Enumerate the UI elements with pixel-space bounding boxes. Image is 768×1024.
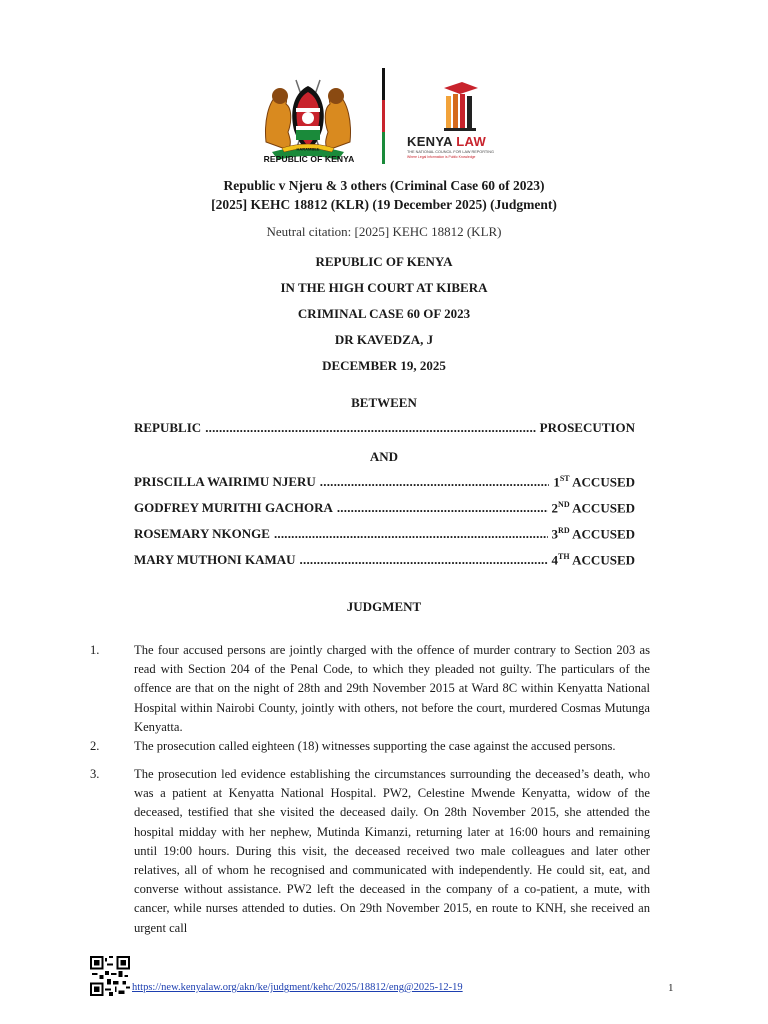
party-prosecution xyxy=(134,420,635,436)
judgment-url-link[interactable]: https://new.kenyalaw.org/akn/ke/judgment/kehc/2025/18812/eng@2025-12-19 xyxy=(132,982,463,993)
harambee-motto: HARAMBEE xyxy=(296,146,320,152)
paragraph-number: 2. xyxy=(90,739,100,753)
page-number: 1 xyxy=(668,982,674,994)
accused-number: 1 xyxy=(553,474,560,490)
case-number: CRIMINAL CASE 60 OF 2023 xyxy=(297,306,471,321)
ordinal-suffix: RD xyxy=(558,526,570,535)
accused-number: 4 xyxy=(551,552,559,568)
paragraph-text: The prosecution led evidence establishing the circumstances surrounding the deceased’s death, who was a patient at Kenyatta National Hospital. PW2, Celestine Mwende Kenyatta, widow of the deceased, testified that she visited the deceased daily. On 28th November 2015, she attended the hospital midday with her nephew, Mutinda Kimanzi, returning later at 16:00 hours and remaining until 19:00 hours. During this visit, the deceased received two male colleagues and later other relatives, all of whom he recognised and communicated with independently. He could sit, eat, and converse without assistance. PW2 left the deceased in the company of a co-patient, a mute, with cancer, while nurses attended to duties. On 29th November 2015, en route to KNH, she received an urgent call xyxy=(134,767,650,935)
kenya-law-subtitle: THE NATIONAL COUNCIL FOR LAW REPORTING xyxy=(407,150,494,154)
qr-code-icon xyxy=(90,956,130,996)
ordinal-suffix: TH xyxy=(558,552,570,561)
case-citation: [2025] KEHC 18812 (KLR) (19 December 2025) (Judgment) xyxy=(211,197,557,212)
accused-number: 3 xyxy=(551,526,559,542)
party-role: ACCUSED xyxy=(572,552,635,568)
judgment-date: DECEMBER 19, 2025 xyxy=(322,358,446,373)
kenya-law-wordmark xyxy=(407,134,517,159)
leader-dots xyxy=(320,474,550,490)
party-name: MARY MUTHONI KAMAU xyxy=(134,552,296,568)
party-role: PROSECUTION xyxy=(539,420,635,435)
party-name: GODFREY MURITHI GACHORA xyxy=(134,500,333,516)
paragraph-2 xyxy=(90,737,650,756)
party-name: PRISCILLA WAIRIMU NJERU xyxy=(134,474,316,490)
accused-number: 2 xyxy=(551,500,559,516)
party-name: ROSEMARY NKONGE xyxy=(134,526,270,542)
paragraph-number: 1. xyxy=(90,643,100,657)
paragraph-1 xyxy=(90,641,650,737)
court-details xyxy=(0,249,768,379)
kenya-law-icon xyxy=(440,80,480,132)
leader-dots xyxy=(300,552,548,568)
party-role: ACCUSED xyxy=(572,526,635,542)
flag-divider xyxy=(382,68,385,164)
paragraph-3 xyxy=(90,765,650,938)
party-accused-1 xyxy=(134,474,635,490)
kenya-law-word1: KENYA xyxy=(407,134,453,149)
kenya-law-tagline: Where Legal Information is Public Knowledge xyxy=(407,155,476,159)
paragraph-text: The prosecution called eighteen (18) witnesses supporting the case against the accused persons. xyxy=(134,739,616,753)
judgment-heading: JUDGMENT xyxy=(346,599,422,614)
court-name: IN THE HIGH COURT AT KIBERA xyxy=(280,280,488,295)
party-name: REPUBLIC xyxy=(134,420,202,435)
party-accused-2 xyxy=(134,500,635,516)
and-heading: AND xyxy=(369,449,399,464)
between-heading: BETWEEN xyxy=(351,395,417,410)
case-title: Republic v Njeru & 3 others (Criminal Case 60 of 2023) xyxy=(223,178,545,193)
party-accused-4 xyxy=(134,552,635,568)
leader-dots xyxy=(274,526,548,542)
neutral-citation: Neutral citation: [2025] KEHC 18812 (KLR) xyxy=(266,224,502,239)
paragraph-number: 3. xyxy=(90,767,100,781)
ordinal-suffix: ND xyxy=(558,500,570,509)
header-logos xyxy=(0,68,768,168)
coat-caption: REPUBLIC OF KENYA xyxy=(263,154,355,164)
party-role: ACCUSED xyxy=(572,474,635,490)
judge-name: DR KAVEDZA, J xyxy=(334,332,434,347)
paragraph-text: The four accused persons are jointly charged with the offence of murder contrary to Section 203 as read with Section 204 of the Penal Code, to which they pleaded not guilty. The particulars of the offence are that on the night of 28th and 29th November 2015 at Ward 8C within Kenyatta National Hospital within Nairobi County, jointly with others, not before the court, murdered Cosmas Mutunga Kenyatta. xyxy=(134,643,650,734)
party-role: ACCUSED xyxy=(572,500,635,516)
kenya-law-word2: LAW xyxy=(456,134,487,149)
leader-dots xyxy=(205,420,535,436)
ordinal-suffix: ST xyxy=(559,474,570,483)
party-accused-3 xyxy=(134,526,635,542)
leader-dots xyxy=(337,500,548,516)
court-country: REPUBLIC OF KENYA xyxy=(315,254,453,269)
case-title-block xyxy=(0,176,768,241)
